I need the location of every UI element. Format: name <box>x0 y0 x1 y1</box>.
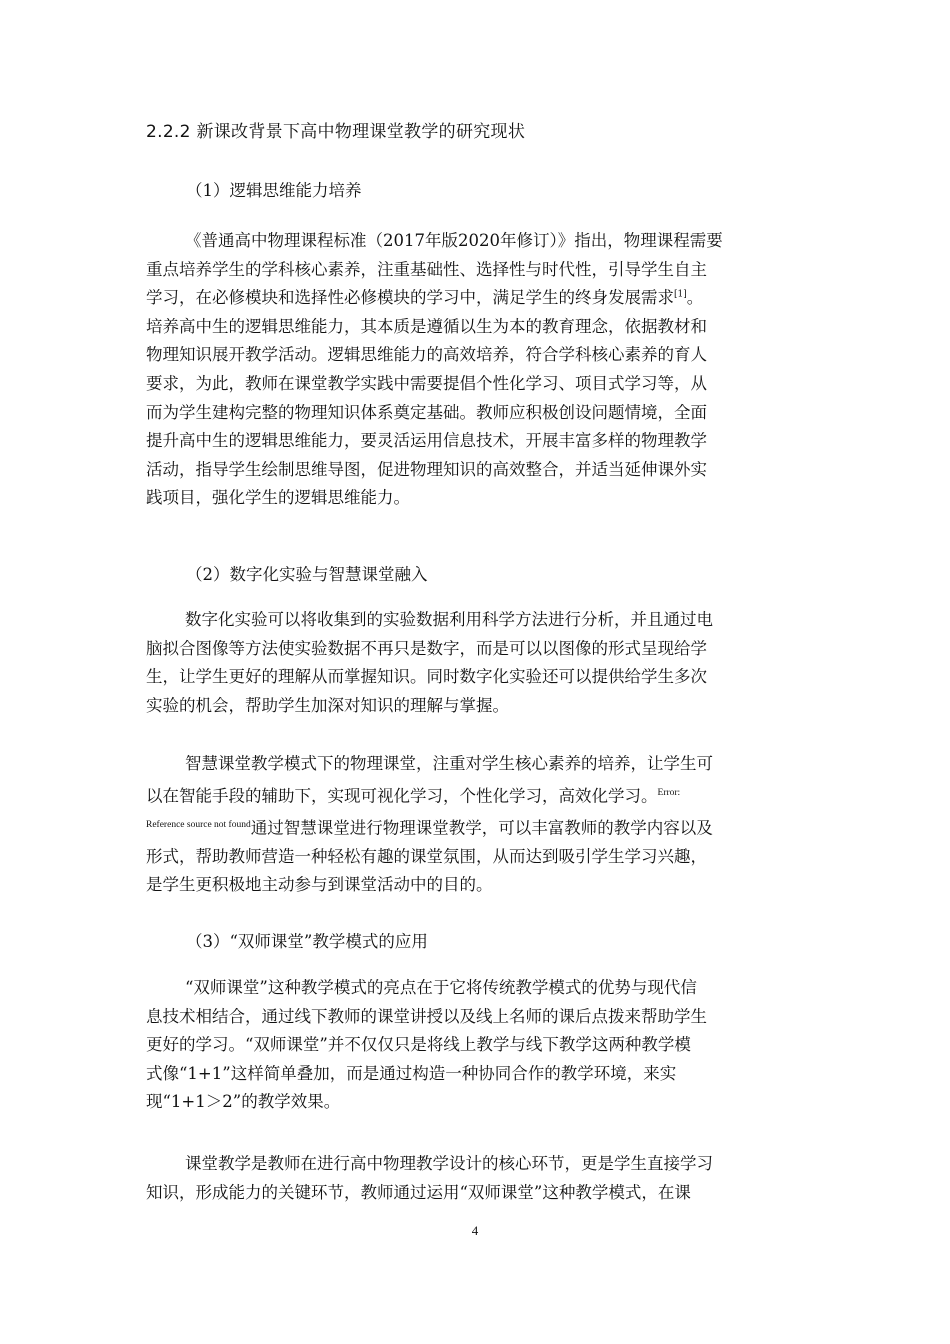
paragraph-dual-teacher <box>146 974 806 1117</box>
subheading-digital-experiment: （2）数字化实验与智慧课堂融入 <box>186 565 428 584</box>
text-line: 更好的学习。“双师课堂”并不仅仅只是将线上教学与线下教学这两种教学模 <box>146 1035 691 1055</box>
text-line: 要求，为此，教师在课堂教学实践中需要提倡个性化学习、项目式学习等，从 <box>146 373 707 393</box>
text-segment: 。 <box>686 288 704 308</box>
text-line: 数字化实验可以将收集到的实验数据利用科学方法进行分析，并且通过电 <box>185 610 713 629</box>
text-line <box>146 779 806 811</box>
text-line: 形式，帮助教师营造一种轻松有趣的课堂氛围，从而达到吸引学生学习兴趣， <box>146 846 707 866</box>
reference-error: Reference source not found <box>146 819 251 830</box>
paragraph-classroom-teaching <box>146 1150 806 1207</box>
section-heading: 2.2.2 新课改背景下高中物理课堂教学的研究现状 <box>146 122 526 142</box>
text-segment: 通过智慧课堂进行物理课堂教学，可以丰富教师的教学内容以及 <box>250 818 713 838</box>
text-line: 智慧课堂教学模式下的物理课堂，注重对学生核心素养的培养，让学生可 <box>185 754 713 773</box>
text-line: 现“1+1＞2”的教学效果。 <box>146 1092 341 1112</box>
text-line: 重点培养学生的学科核心素养，注重基础性、选择性与时代性，引导学生自主 <box>146 259 707 279</box>
text-segment: 以在智能手段的辅助下，实现可视化学习，个性化学习，高效化学习。 <box>146 786 658 806</box>
subheading-dual-teacher: （3）“双师课堂”教学模式的应用 <box>186 932 428 951</box>
text-line: 知识，形成能力的关键环节，教师通过运用“双师课堂”这种教学模式，在课 <box>146 1182 691 1202</box>
page-number: 4 <box>471 1223 479 1238</box>
text-line: 实验的机会，帮助学生加深对知识的理解与掌握。 <box>146 695 509 715</box>
citation-reference: [1] <box>674 289 687 300</box>
text-line: 生，让学生更好的理解从而掌握知识。同时数字化实验还可以提供给学生多次 <box>146 667 707 687</box>
reference-error: Error: <box>657 787 681 798</box>
text-line: “双师课堂”这种教学模式的亮点在于它将传统教学模式的优势与现代信 <box>185 978 697 997</box>
text-line: 课堂教学是教师在进行高中物理教学设计的核心环节，更是学生直接学习 <box>185 1154 713 1173</box>
text-line: 是学生更积极地主动参与到课堂活动中的目的。 <box>146 875 493 895</box>
text-line: 息技术相结合，通过线下教师的课堂讲授以及线上名师的课后点拨来帮助学生 <box>146 1006 707 1026</box>
subheading-logic-thinking: （1）逻辑思维能力培养 <box>186 181 362 200</box>
text-line: 提升高中生的逻辑思维能力，要灵活运用信息技术，开展丰富多样的物理教学 <box>146 431 707 451</box>
text-line: 践项目，强化学生的逻辑思维能力。 <box>146 488 410 508</box>
text-line: 脑拟合图像等方法使实验数据不再只是数字，而是可以以图像的形式呈现给学 <box>146 638 707 658</box>
text-line: 式像“1+1”这样简单叠加，而是通过构造一种协同合作的教学环境，来实 <box>146 1063 677 1083</box>
text-line: 而为学生建构完整的物理知识体系奠定基础。教师应积极创设问题情境，全面 <box>146 402 707 422</box>
text-segment: 学习，在必修模块和选择性必修模块的学习中，满足学生的终身发展需求 <box>146 288 674 308</box>
text-line: 培养高中生的逻辑思维能力，其本质是遵循以生为本的教育理念，依据教材和 <box>146 316 707 336</box>
text-line <box>146 284 806 313</box>
text-line: 物理知识展开教学活动。逻辑思维能力的高效培养，符合学科核心素养的育人 <box>146 345 707 365</box>
text-line <box>146 811 806 843</box>
paragraph-digital-experiment <box>146 606 806 720</box>
text-line: 《普通高中物理课程标准（2017年版2020年修订）》指出，物理课程需要 <box>185 231 723 250</box>
paragraph-curriculum-standard <box>146 227 806 513</box>
paragraph-smart-classroom <box>146 750 806 900</box>
text-line: 活动，指导学生绘制思维导图，促进物理知识的高效整合，并适当延伸课外实 <box>146 459 707 479</box>
